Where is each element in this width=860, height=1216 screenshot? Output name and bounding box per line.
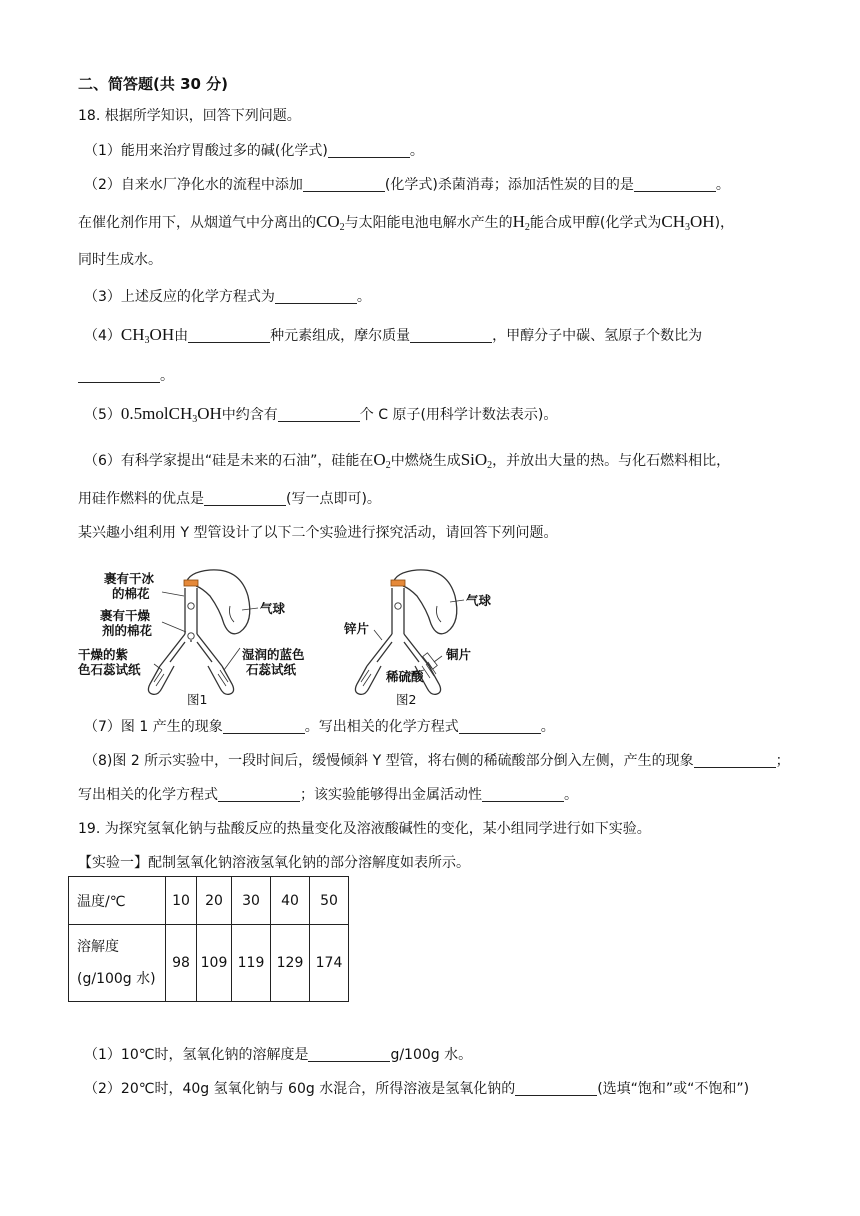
- table-cell: 10: [166, 877, 197, 925]
- q18-part7: （7）图 1 产生的现象 。写出相关的化学方程式 。: [84, 719, 555, 735]
- table-cell: 119: [232, 925, 271, 1002]
- formula-ch3oh: $CH_3OH$: [661, 212, 715, 233]
- formula-o2: $O_2$: [373, 450, 391, 471]
- stopper-icon: [391, 580, 405, 586]
- q19-stem: 19. 为探究氢氧化钠与盐酸反应的热量变化及溶液酸碱性的变化，某小组同学进行如下实验。: [78, 821, 651, 837]
- fig1-caption: 图1: [187, 692, 208, 707]
- formula-h2: $H_2$: [512, 212, 530, 233]
- table-header-solubility: 溶解度 (g/100g 水): [69, 925, 166, 1002]
- q18-part6-cont: 用硅作燃料的优点是 (写一点即可)。: [78, 491, 381, 507]
- y-tube-diagram: [90, 566, 530, 708]
- fig2-label-zinc: 锌片: [344, 621, 370, 636]
- fig1-label-dry-ice-cotton-2: 的棉花: [112, 586, 150, 601]
- table-cell: 20: [197, 877, 232, 925]
- fig1-label-balloon: 气球: [260, 601, 286, 616]
- q19-part1: （1）10℃时，氢氧化钠的溶解度是 g/100g 水。: [84, 1047, 473, 1063]
- q18-part5: （5）0.5molCH$_3$OH中约含有 个 C 原子(用科学计数法表示)。: [84, 404, 558, 425]
- fig2-label-copper: 铜片: [446, 647, 472, 662]
- q19-experiment1: 【实验一】配制氢氧化钠溶液氢氧化钠的部分溶解度如表所示。: [78, 855, 470, 871]
- fig1-label-desiccant-cotton-1: 裹有干燥: [100, 608, 151, 623]
- table-cell: 30: [232, 877, 271, 925]
- fig1-label-dry-litmus-1: 干燥的紫: [78, 647, 129, 662]
- fig2-label-sulfuric-acid: 稀硫酸: [386, 669, 424, 684]
- table-cell: 129: [271, 925, 310, 1002]
- table-row: [69, 925, 349, 1002]
- q18-part2: （2）自来水厂净化水的流程中添加 (化学式)杀菌消毒；添加活性炭的目的是 。: [84, 177, 730, 193]
- table-cell: 40: [271, 877, 310, 925]
- q18-part6: （6）有科学家提出“硅是未来的石油”，硅能在$O_2$中燃烧生成SiO$_2$，并放出大量的热。与化石燃料相比，: [84, 450, 731, 471]
- q18-part1: （1）能用来治疗胃酸过多的碱(化学式) 。: [84, 143, 424, 159]
- answer-blank[interactable]: [303, 177, 385, 192]
- q18-part8-cont: 写出相关的化学方程式 ；该实验能够得出金属活动性 。: [78, 787, 578, 803]
- table-cell: 50: [310, 877, 349, 925]
- formula-amount: 0.5molCH$_3$OH: [120, 404, 222, 425]
- table-cell: 109: [197, 925, 232, 1002]
- fig2-caption: 图2: [396, 692, 417, 707]
- table-cell: 174: [310, 925, 349, 1002]
- answer-blank[interactable]: [275, 289, 357, 304]
- q18-stem: 18. 根据所学知识，回答下列问题。: [78, 108, 301, 124]
- fig1-label-desiccant-cotton-2: 剂的棉花: [102, 623, 153, 638]
- q18-intro: 在催化剂作用下，从烟道气中分离出的$CO_2$与太阳能电池电解水产生的$H_2$能合成甲醇(化学式为$CH_3OH$)，: [78, 212, 735, 233]
- answer-blank[interactable]: [204, 491, 286, 506]
- fig1-label-wet-litmus-1: 湿润的蓝色: [242, 647, 305, 662]
- answer-blank[interactable]: [278, 407, 360, 422]
- table-cell: 98: [166, 925, 197, 1002]
- fig1-label-dry-ice-cotton-1: 裹有干冰: [104, 571, 155, 586]
- answer-blank[interactable]: [78, 368, 160, 383]
- table-row: [69, 877, 349, 925]
- formula-co2: $CO_2$: [316, 212, 345, 233]
- answer-blank[interactable]: [515, 1081, 597, 1096]
- formula-sio2: SiO$_2$: [460, 450, 493, 471]
- formula-ch3oh: $CH_3OH$: [120, 325, 175, 346]
- answer-blank[interactable]: [328, 143, 410, 158]
- answer-blank[interactable]: [410, 328, 492, 343]
- section-title: 二、简答题(共 30 分): [78, 75, 229, 93]
- table-header-temperature: 温度/℃: [69, 877, 166, 925]
- y-tube-figures: [78, 566, 530, 708]
- q18-part3: （3）上述反应的化学方程式为 。: [84, 289, 371, 305]
- fig2-label-balloon: 气球: [466, 593, 492, 608]
- stopper-icon: [184, 580, 198, 586]
- q18-part4: $(4)CH_3OH$由 种元素组成，摩尔质量 ，甲醇分子中碳、氢原子个数比为: [84, 325, 703, 346]
- answer-blank[interactable]: [459, 719, 541, 734]
- answer-blank[interactable]: [308, 1047, 390, 1062]
- experiment-intro: 某兴趣小组利用 Y 型管设计了以下二个实验进行探究活动，请回答下列问题。: [78, 525, 558, 541]
- q18-part8: （8)图 2 所示实验中，一段时间后，缓慢倾斜 Y 型管，将右侧的稀硫酸部分倒入左侧，产生的现象 ；: [84, 753, 790, 769]
- fig1-label-dry-litmus-2: 色石蕊试纸: [78, 662, 141, 677]
- solubility-table: [68, 876, 349, 1002]
- q18-intro-cont: 同时生成水。: [78, 252, 162, 268]
- q19-part2: （2）20℃时，40g 氢氧化钠与 60g 水混合，所得溶液是氢氧化钠的 (选填“饱和”或“不饱和”): [84, 1081, 750, 1097]
- answer-blank[interactable]: [218, 787, 300, 802]
- answer-blank[interactable]: [634, 177, 716, 192]
- answer-blank[interactable]: [188, 328, 270, 343]
- q18-part4-cont: 。: [78, 366, 174, 386]
- answer-blank[interactable]: [694, 753, 776, 768]
- answer-blank[interactable]: [223, 719, 305, 734]
- fig1-label-wet-litmus-2: 石蕊试纸: [246, 662, 297, 677]
- answer-blank[interactable]: [482, 787, 564, 802]
